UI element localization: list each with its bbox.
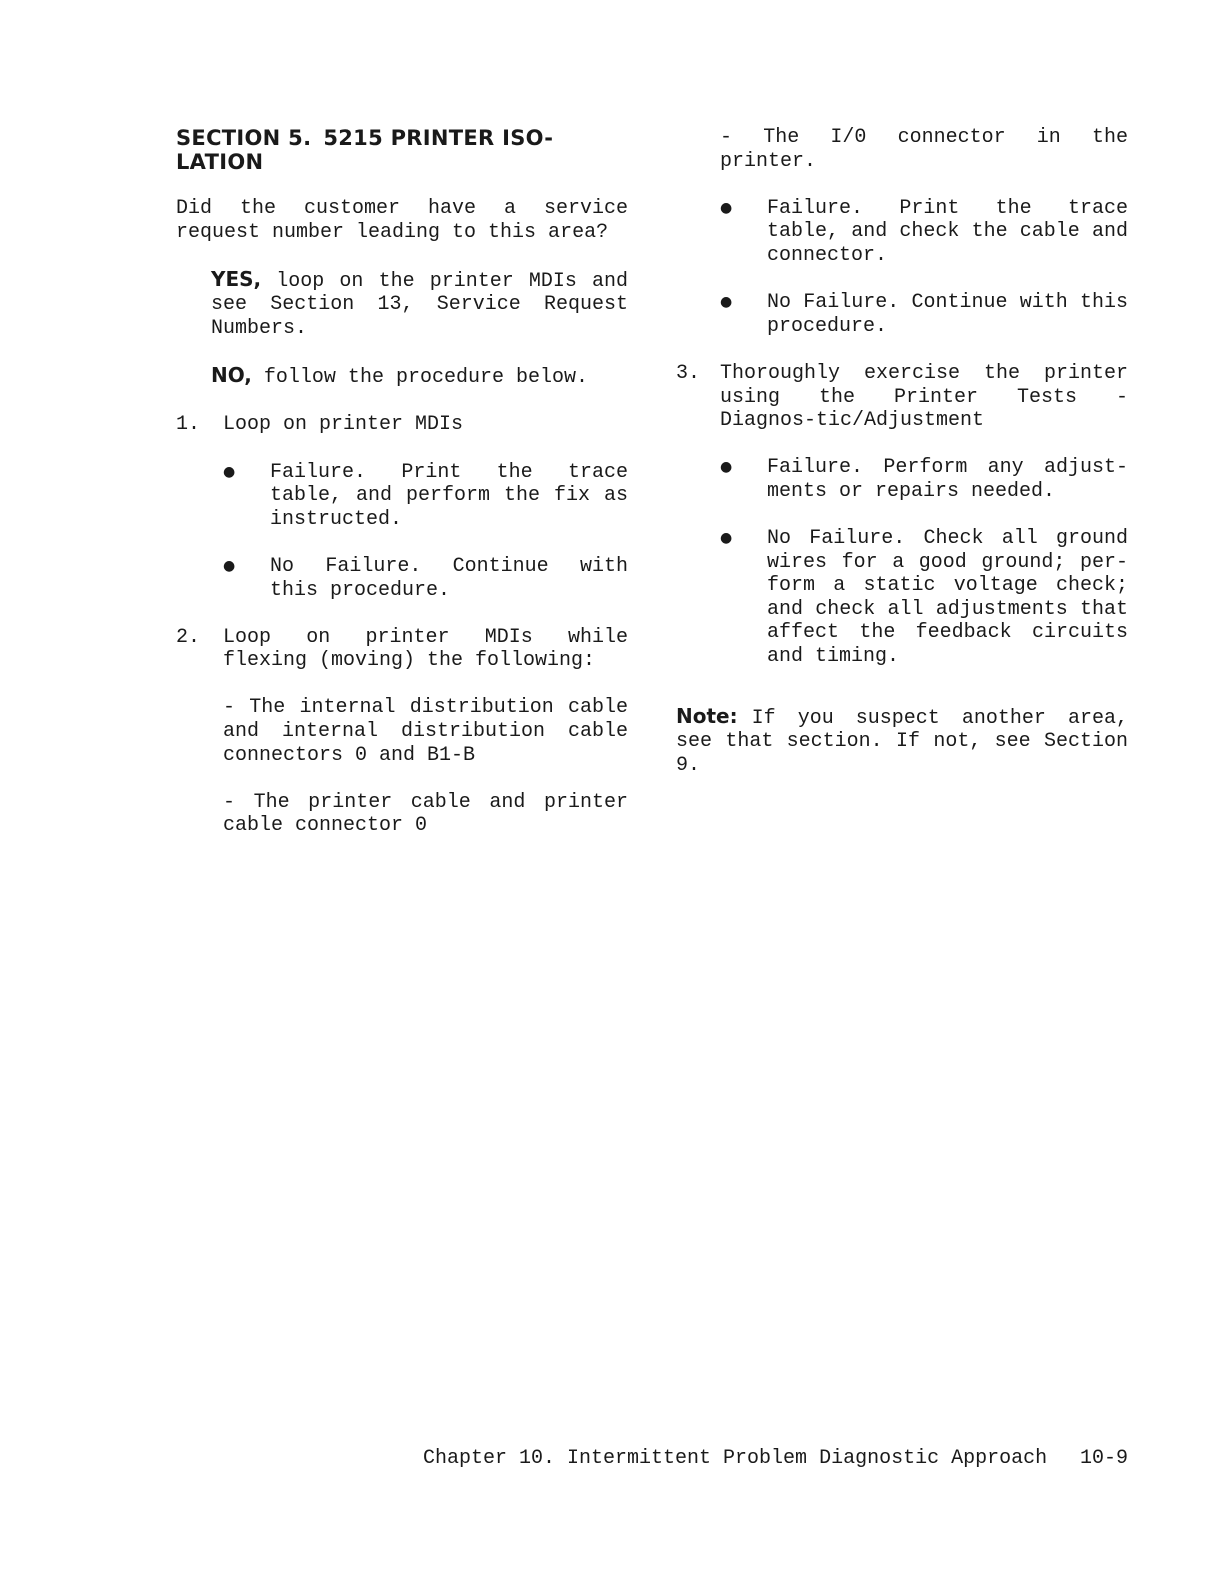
no-answer: [211, 364, 628, 390]
step-3: [676, 362, 1128, 433]
bullet-text: No Failure. Continue with this procedure.: [270, 554, 628, 602]
section-label: SECTION 5.: [176, 126, 312, 150]
bullet-text: Failure. Print the trace table, and check the cable and connector.: [767, 196, 1128, 267]
left-column: [176, 126, 628, 862]
flex-item-distribution-cable: - The internal distribution cable and internal distribution cable connectors 0 and B1-B: [223, 696, 628, 767]
bullet-icon: ●: [720, 530, 733, 547]
yes-keyword: YES,: [211, 266, 262, 291]
step-3-bullet-no-failure: [676, 527, 1128, 669]
section-heading: [176, 126, 576, 174]
right-column: [676, 126, 1128, 777]
page-footer: [423, 1447, 1128, 1471]
step-text: Loop on printer MDIs: [223, 413, 464, 437]
bullet-icon: ●: [223, 557, 236, 574]
no-text: follow the procedure below.: [263, 366, 588, 390]
bullet-icon: ●: [223, 463, 236, 480]
note-paragraph: [676, 705, 1128, 778]
step-number: 2.: [176, 625, 201, 649]
step-text: Thoroughly exercise the printer using the Printer Tests - Diagnos-tic/Adjustment: [720, 361, 1128, 433]
section-title: 5215 PRINTER ISO-LATION: [176, 126, 554, 174]
step-number: 3.: [676, 361, 701, 385]
footer-chapter: Chapter 10. Intermittent Problem Diagnostic Approach: [423, 1447, 1048, 1470]
step-1-bullet-no-failure: [176, 555, 628, 602]
bullet-text: No Failure. Continue with this procedure.: [767, 291, 1128, 338]
bullet-text: No Failure. Check all ground wires for a good ground; per-form a static voltage check; and check all adjustments that affect the feedback circuits and timing.: [767, 527, 1128, 669]
note-text: If you suspect another area, see that section. If not, see Section 9.: [676, 706, 1128, 777]
step-1: [176, 413, 628, 437]
step-text: Loop on printer MDIs while flexing (moving) the following:: [223, 625, 628, 673]
step-2: [176, 626, 628, 673]
step-2-bullet-no-failure: [676, 291, 1128, 338]
bullet-icon: ●: [720, 294, 733, 311]
step-2-bullet-failure: [676, 197, 1128, 268]
flex-item-printer-cable: - The printer cable and printer cable connector 0: [223, 790, 628, 838]
page-number: 10-9: [1079, 1447, 1128, 1470]
no-keyword: NO,: [211, 363, 252, 388]
step-1-bullet-failure: [176, 461, 628, 532]
step-number: 1.: [176, 413, 201, 437]
bullet-icon: ●: [720, 459, 733, 476]
bullet-icon: ●: [720, 199, 733, 216]
bullet-text: Failure. Print the trace table, and perform the fix as instructed.: [270, 460, 628, 531]
note-keyword: Note:: [676, 703, 738, 728]
flex-item-io-connector: - The I/0 connector in the printer.: [720, 126, 1128, 173]
yes-answer: [211, 268, 628, 341]
yes-text: loop on the printer MDIs and see Section 13, Service Request Numbers.: [211, 269, 628, 340]
bullet-text: Failure. Perform any adjust-ments or repairs needed.: [767, 456, 1128, 503]
intro-question: Did the customer have a service request number leading to this area?: [176, 197, 628, 244]
step-3-bullet-failure: [676, 456, 1128, 503]
